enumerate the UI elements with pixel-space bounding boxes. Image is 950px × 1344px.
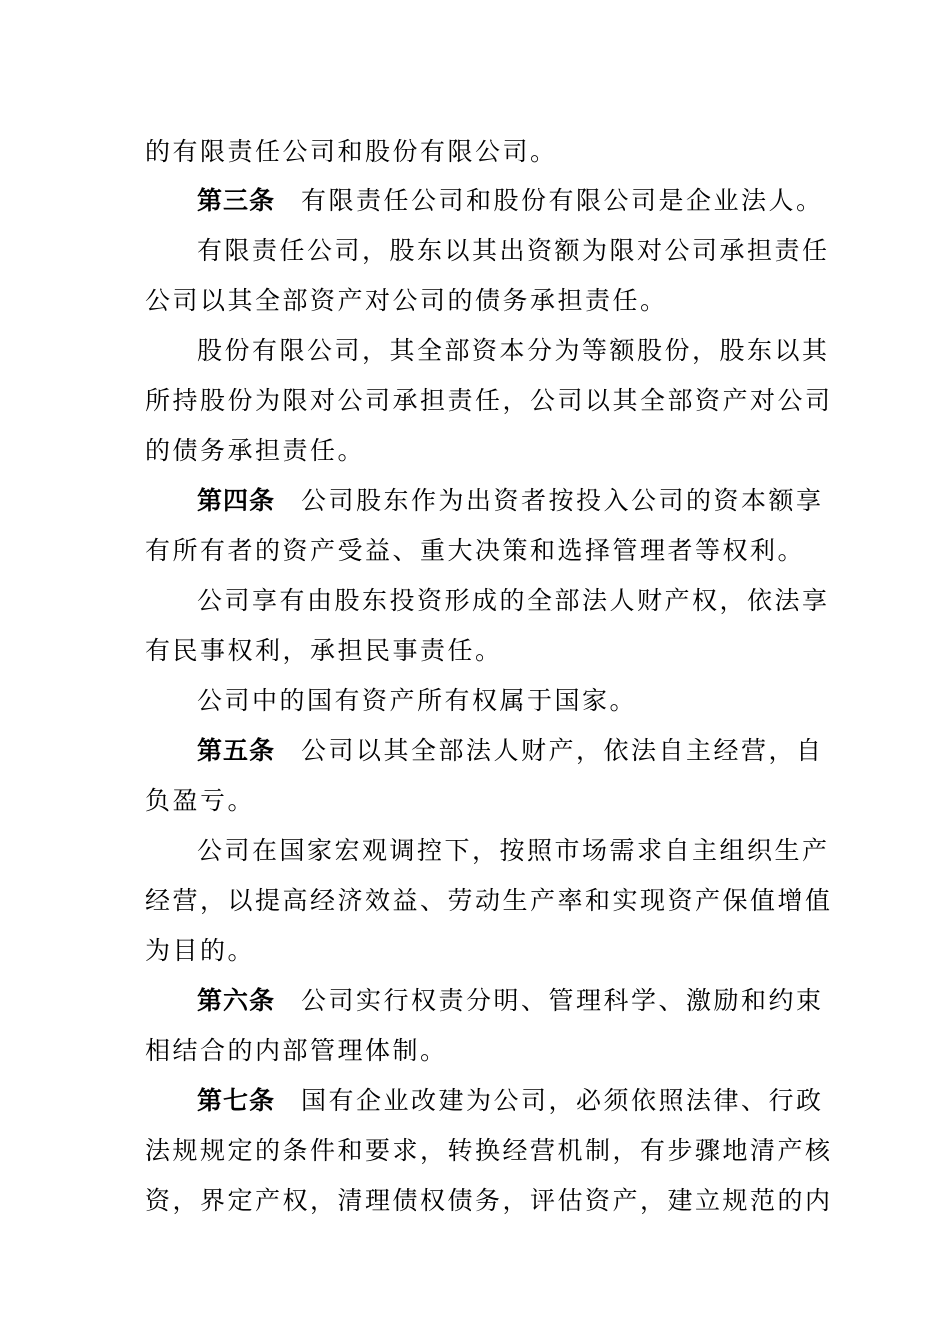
text-line: 公司以其全部资产对公司的债务承担责任。 — [145, 286, 668, 315]
text-line: 有民事权利，承担民事责任。 — [145, 636, 503, 665]
text-line: 法规规定的条件和要求，转换经营机制，有步骤地清产核 — [145, 1136, 833, 1165]
text-line: 所持股份为限对公司承担责任，公司以其全部资产对公司 — [145, 386, 833, 415]
article-4-heading-line: 第四条 公司股东作为出资者按投入公司的资本额享 — [197, 486, 824, 515]
text-line: 资，界定产权，清理债权债务，评估资产，建立规范的内 — [145, 1186, 833, 1215]
text-line: 负盈亏。 — [145, 786, 256, 815]
article-6-heading-line: 第六条 公司实行权责分明、管理科学、激励和约束 — [197, 986, 824, 1015]
text-line: 公司中的国有资产所有权属于国家。 — [197, 686, 638, 715]
text-line: 有所有者的资产受益、重大决策和选择管理者等权利。 — [145, 536, 806, 565]
text-line: 有限责任公司，股东以其出资额为限对公司承担责任 — [197, 236, 830, 265]
text-line: 公司在国家宏观调控下，按照市场需求自主组织生产 — [197, 836, 830, 865]
text-line: 相结合的内部管理体制。 — [145, 1036, 448, 1065]
article-3-heading-line: 第三条 有限责任公司和股份有限公司是企业法人。 — [197, 186, 824, 215]
text-line: 的债务承担责任。 — [145, 436, 366, 465]
text-line: 公司享有由股东投资形成的全部法人财产权，依法享 — [197, 586, 830, 615]
article-label: 第五条 — [197, 736, 276, 765]
text-line: 为目的。 — [145, 936, 256, 965]
article-label: 第四条 — [197, 486, 276, 515]
text-line: 股份有限公司，其全部资本分为等额股份，股东以其 — [197, 336, 830, 365]
article-7-heading-line: 第七条 国有企业改建为公司，必须依照法律、行政 — [197, 1086, 824, 1115]
article-label: 第三条 — [197, 186, 276, 215]
text-line: 经营，以提高经济效益、劳动生产率和实现资产保值增值 — [145, 886, 833, 915]
text-line: 的有限责任公司和股份有限公司。 — [145, 137, 558, 166]
article-label: 第七条 — [197, 1086, 276, 1115]
article-5-heading-line: 第五条 公司以其全部法人财产，依法自主经营，自 — [197, 736, 824, 765]
article-label: 第六条 — [197, 986, 276, 1015]
